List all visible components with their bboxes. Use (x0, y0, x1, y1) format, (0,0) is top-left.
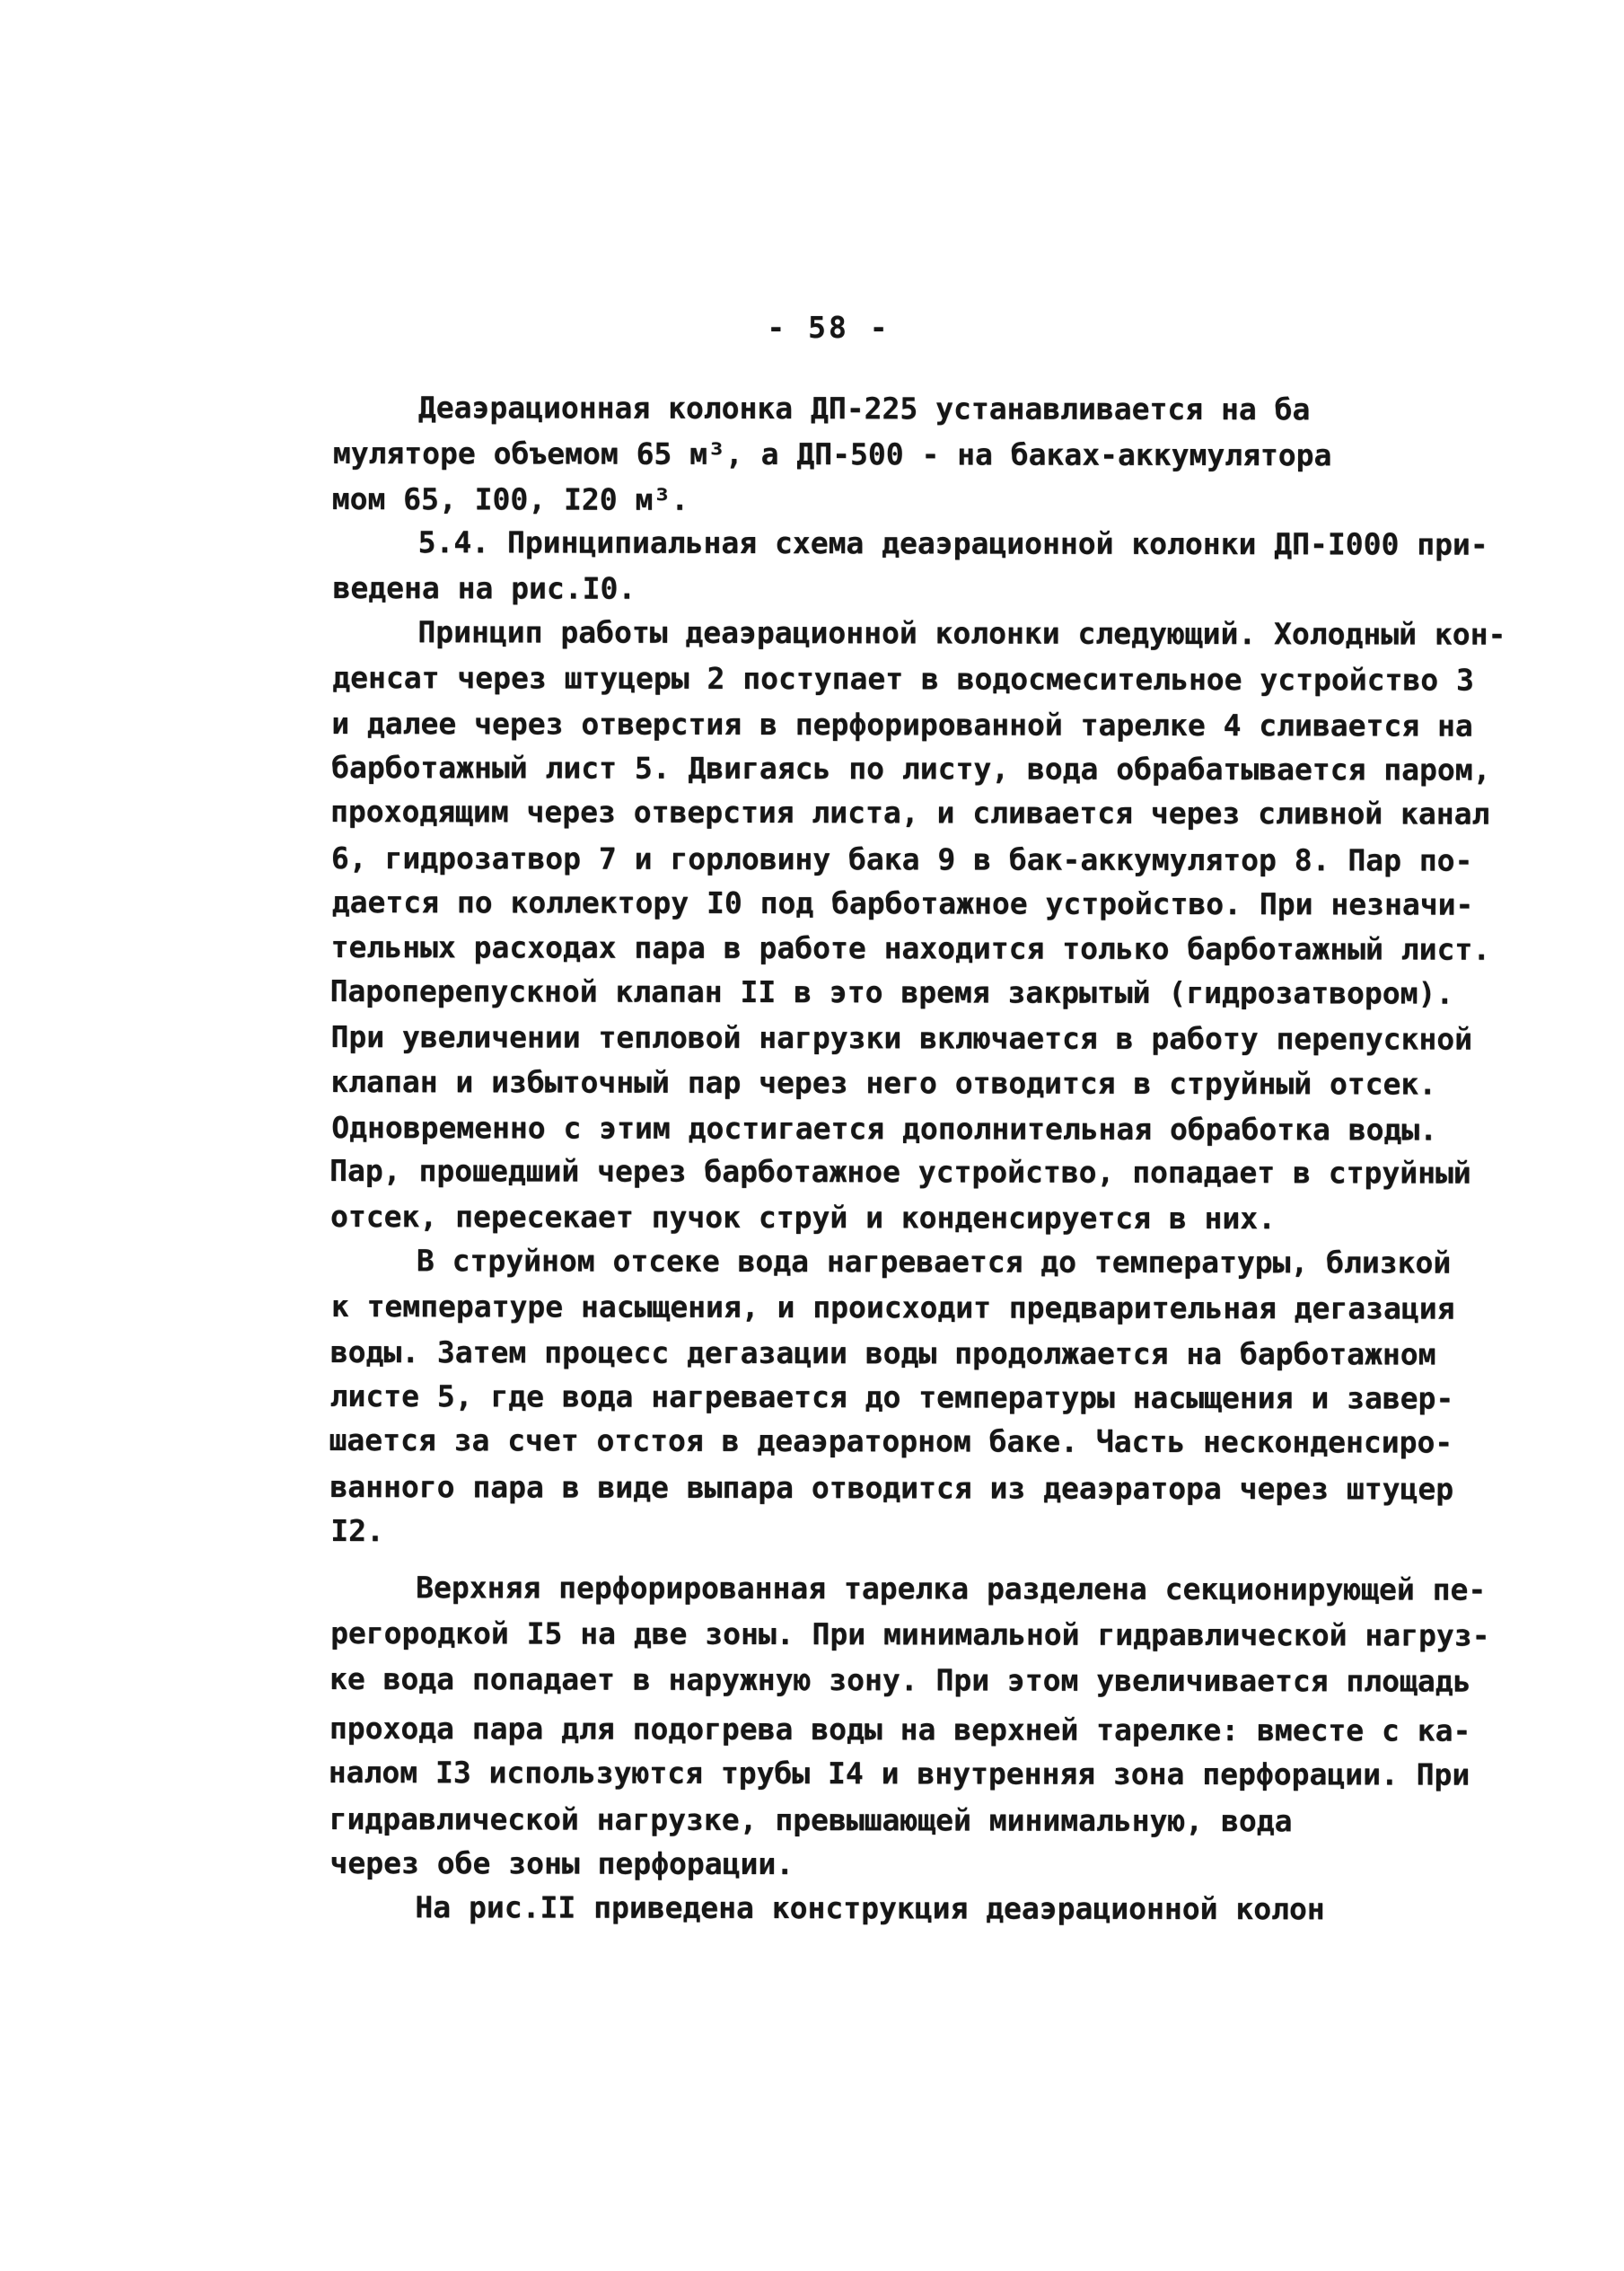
text-line: к температуре насыщения, и происходит предварительная дегазация (330, 1288, 1455, 1326)
text-line: шается за счет отстоя в деаэраторном баке. Часть несконденсиро- (329, 1422, 1453, 1460)
text-line: тельных расходах пара в работе находится только барботажный лист. (330, 929, 1491, 967)
text-line: листе 5, где вода нагревается до температуры насыщения и завер- (329, 1378, 1454, 1416)
text-line: 5.4. Принципиальная схема деаэрационной колонки ДП-I000 при- (417, 524, 1488, 562)
text-line: гидравлической нагрузке, превышающей минимальную, вода (329, 1800, 1293, 1839)
paragraph-1 (332, 386, 1553, 524)
text-line: Принцип работы деаэрационной колонки следующий. Холодный кон- (417, 614, 1506, 652)
text-line: воды. Затем процесс дегазации воды продолжается на барботажном (329, 1334, 1436, 1372)
text-line: денсат через штуцеры 2 поступает в водосмесительное устройство 3 (332, 660, 1474, 698)
text-line: дается по коллектору I0 под барботажное устройство. При незначи- (331, 885, 1474, 922)
document-body (329, 386, 1553, 1933)
text-line: прохода пара для подогрева воды на верхней тарелке: вместе с ка- (329, 1710, 1471, 1748)
text-line: барботажный лист 5. Двигаясь по листу, вода обрабатывается паром, (331, 749, 1491, 788)
text-line: и далее через отверстия в перфорированной тарелке 4 сливается на (331, 705, 1473, 744)
paragraph-3 (330, 611, 1552, 1242)
text-line: Пароперепускной клапан II в это время закрытый (гидрозатвором). (329, 973, 1454, 1011)
text-line: муляторе объемом 65 м³, а ДП-500 - на баках-аккумулятора (332, 436, 1332, 473)
text-line: клапан и избыточный пар через него отводится в струйный отсек. (330, 1063, 1437, 1102)
text-line: отсек, пересекает пучок струй и конденсируется в них. (330, 1198, 1277, 1237)
text-line: через обе зоны перфорации. (329, 1844, 794, 1882)
paragraph-2 (331, 521, 1552, 613)
text-line: Деаэрационная колонка ДП-225 устанавливается на ба (417, 390, 1311, 427)
paragraph-4 (329, 1239, 1551, 1556)
text-line: I2. (330, 1512, 384, 1549)
paragraph-5 (329, 1566, 1551, 1888)
text-line: Одновременно с этим достигается дополнительная обработка воды. (331, 1110, 1438, 1148)
text-line: ванного пара в виде выпара отводится из деаэратора через штуцер (329, 1468, 1454, 1507)
text-line: В струйном отсеке вода нагревается до температуры, близкой (416, 1243, 1452, 1281)
paragraph-6 (329, 1886, 1549, 1933)
text-line: При увеличении тепловой нагрузки включается в работу перепускной (330, 1018, 1473, 1057)
text-line: Пар, прошедший через барботажное устройство, попадает в струйный (329, 1152, 1471, 1191)
text-line: ведена на рис.I0. (332, 570, 636, 606)
page-number: - 58 - (767, 310, 891, 345)
text-line: налом I3 используются трубы I4 и внутренняя зона перфорации. При (328, 1754, 1470, 1792)
text-line: проходящим через отверстия листа, и сливается через сливной канал (329, 793, 1490, 832)
text-line: Верхняя перфорированная тарелка разделена секционирующей пе- (416, 1570, 1487, 1607)
text-line: мом 65, I00, I20 м³. (331, 480, 689, 517)
text-line: 6, гидрозатвор 7 и горловину бака 9 в бак-аккумулятор 8. Пар по- (330, 840, 1473, 878)
text-line: На рис.II приведена конструкция деаэрационной колон (415, 1889, 1325, 1927)
text-line: ке вода попадает в наружную зону. При этом увеличивается площадь (329, 1660, 1471, 1699)
text-line: регородкой I5 на две зоны. При минимальной гидравлической нагруз- (330, 1615, 1490, 1653)
